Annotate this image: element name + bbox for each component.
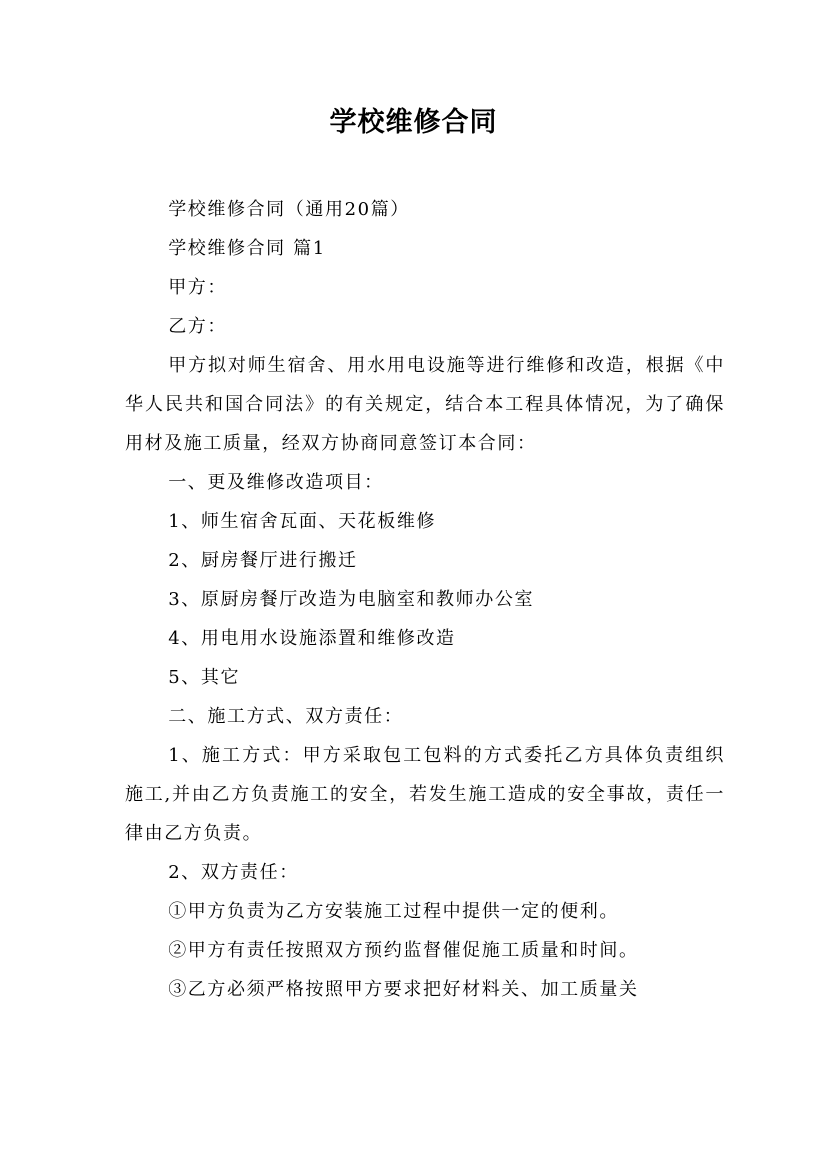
- paragraph-item-4: 4、用电用水设施添置和维修改造: [168, 628, 456, 649]
- paragraph-item-1: 1、师生宿舍瓦面、天花板维修: [168, 511, 437, 532]
- document-title: 学校维修合同: [329, 107, 498, 138]
- paragraph-construction-method: 1、施工方式：甲方采取包工包料的方式委托乙方具体负责组织施工,并由乙方负责施工的安全，若发生施工造成的安全事故，责任一律由乙方负责。: [125, 745, 725, 844]
- paragraph-responsibility-3: ③乙方必须严格按照甲方要求把好材料关、加工质量关: [168, 979, 639, 1000]
- paragraph-chapter-heading: 学校维修合同 篇1: [168, 238, 326, 259]
- paragraph-responsibilities-heading: 2、双方责任：: [168, 862, 299, 883]
- paragraph-party-a: 甲方：: [168, 277, 227, 298]
- paragraph-item-3: 3、原厨房餐厅改造为电脑室和教师办公室: [168, 589, 535, 610]
- paragraph-responsibility-1: ①甲方负责为乙方安装施工过程中提供一定的便利。: [168, 901, 619, 922]
- paragraph-item-5: 5、其它: [168, 667, 241, 688]
- paragraph-section-2-heading: 二、施工方式、双方责任：: [168, 706, 404, 727]
- paragraph-party-b: 乙方：: [168, 316, 227, 337]
- paragraph-item-2: 2、厨房餐厅进行搬迁: [168, 550, 358, 571]
- document-body: [125, 190, 725, 1009]
- paragraph-responsibility-2: ②甲方有责任按照双方预约监督催促施工质量和时间。: [168, 940, 639, 961]
- paragraph-section-1-heading: 一、更及维修改造项目：: [168, 472, 384, 493]
- paragraph-subtitle: 学校维修合同（通用20篇）: [168, 199, 410, 220]
- paragraph-preamble: 甲方拟对师生宿舍、用水用电设施等进行维修和改造，根据《中华人民共和国合同法》的有关规定，结合本工程具体情况，为了确保用材及施工质量，经双方协商同意签订本合同：: [125, 355, 725, 454]
